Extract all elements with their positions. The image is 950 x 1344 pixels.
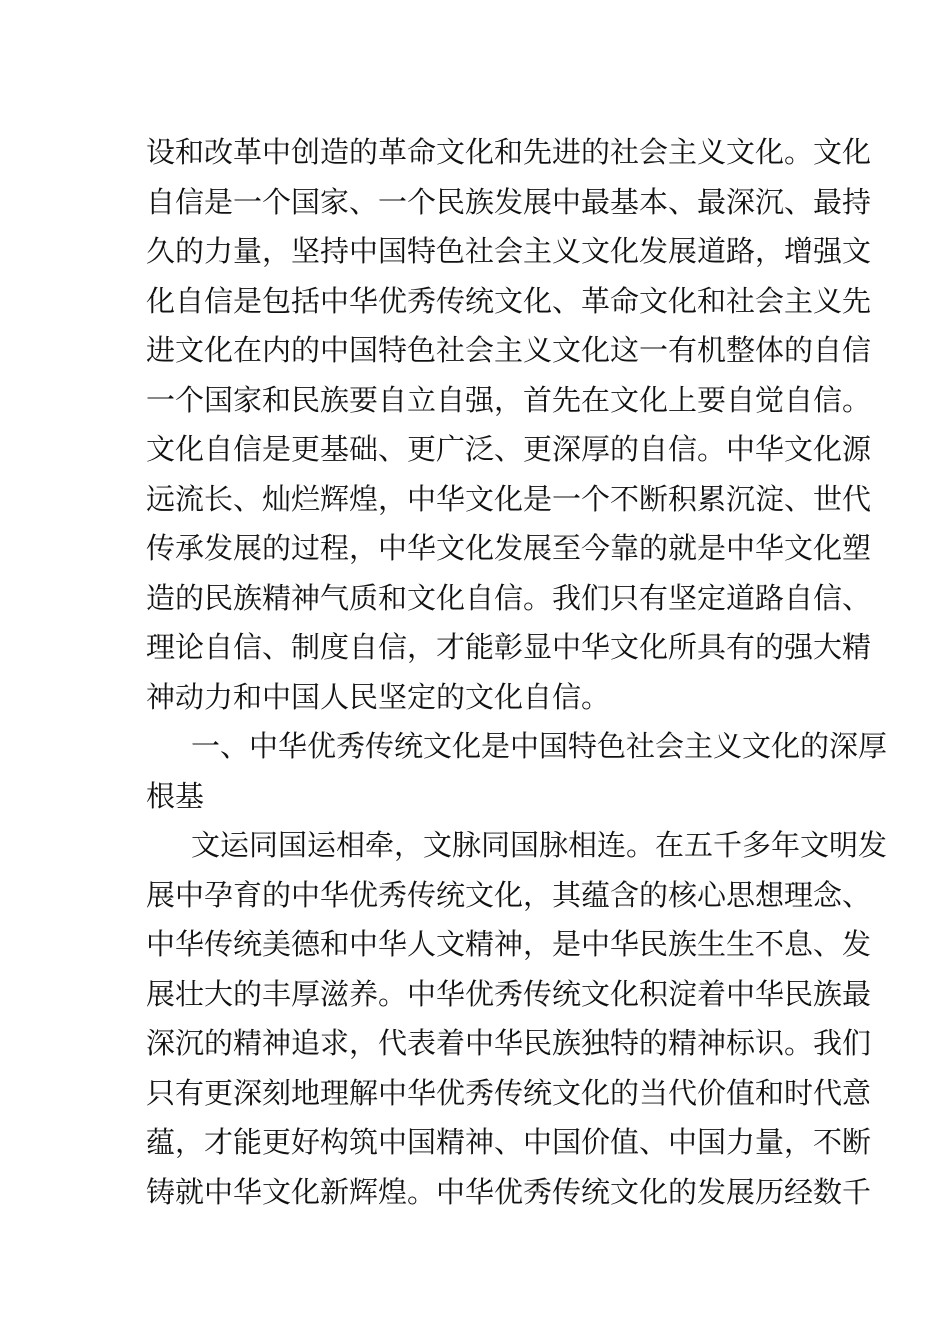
text-line: 进文化在内的中国特色社会主义文化这一有机整体的自信 xyxy=(146,333,872,367)
text-line: 远流长、灿烂辉煌，中华文化是一个不断积累沉淀、世代 xyxy=(146,481,872,516)
text-line: 中华传统美德和中华人文精神，是中华民族生生不息、发 xyxy=(146,927,872,961)
text-line: 只有更深刻地理解中华优秀传统文化的当代价值和时代意 xyxy=(146,1075,872,1110)
text-line: 久的力量，坚持中国特色社会主义文化发展道路，增强文 xyxy=(146,234,872,268)
text-line: 蕴，才能更好构筑中国精神、中国价值、中国力量，不断 xyxy=(146,1125,872,1159)
paragraph-start: 文运同国运相牵，文脉同国脉相连。在五千多年文明发 xyxy=(191,828,888,862)
text-line: 自信是一个国家、一个民族发展中最基本、最深沉、最持 xyxy=(146,184,872,219)
text-line: 文化自信是更基础、更广泛、更深厚的自信。中华文化源 xyxy=(146,432,872,466)
text-line: 神动力和中国人民坚定的文化自信。 xyxy=(146,679,611,714)
section-heading-continued: 根基 xyxy=(146,778,205,813)
body-text xyxy=(146,128,888,1217)
text-line: 理论自信、制度自信，才能彰显中华文化所具有的强大精 xyxy=(146,630,872,664)
text-line: 造的民族精神气质和文化自信。我们只有坚定道路自信、 xyxy=(146,580,872,615)
text-line: 一个国家和民族要自立自强，首先在文化上要自觉自信。 xyxy=(146,382,872,417)
text-line: 展中孕育的中华优秀传统文化，其蕴含的核心思想理念、 xyxy=(146,877,872,912)
text-line: 深沉的精神追求，代表着中华民族独特的精神标识。我们 xyxy=(146,1026,872,1060)
section-heading: 一、中华优秀传统文化是中国特色社会主义文化的深厚 xyxy=(191,729,888,763)
text-line: 传承发展的过程，中华文化发展至今靠的就是中华文化塑 xyxy=(146,531,872,565)
text-line: 化自信是包括中华优秀传统文化、革命文化和社会主义先 xyxy=(146,283,872,318)
text-line: 铸就中华文化新辉煌。中华优秀传统文化的发展历经数千 xyxy=(146,1174,872,1209)
text-line: 设和改革中创造的革命文化和先进的社会主义文化。文化 xyxy=(146,135,872,169)
text-line: 展壮大的丰厚滋养。中华优秀传统文化积淀着中华民族最 xyxy=(146,976,872,1011)
